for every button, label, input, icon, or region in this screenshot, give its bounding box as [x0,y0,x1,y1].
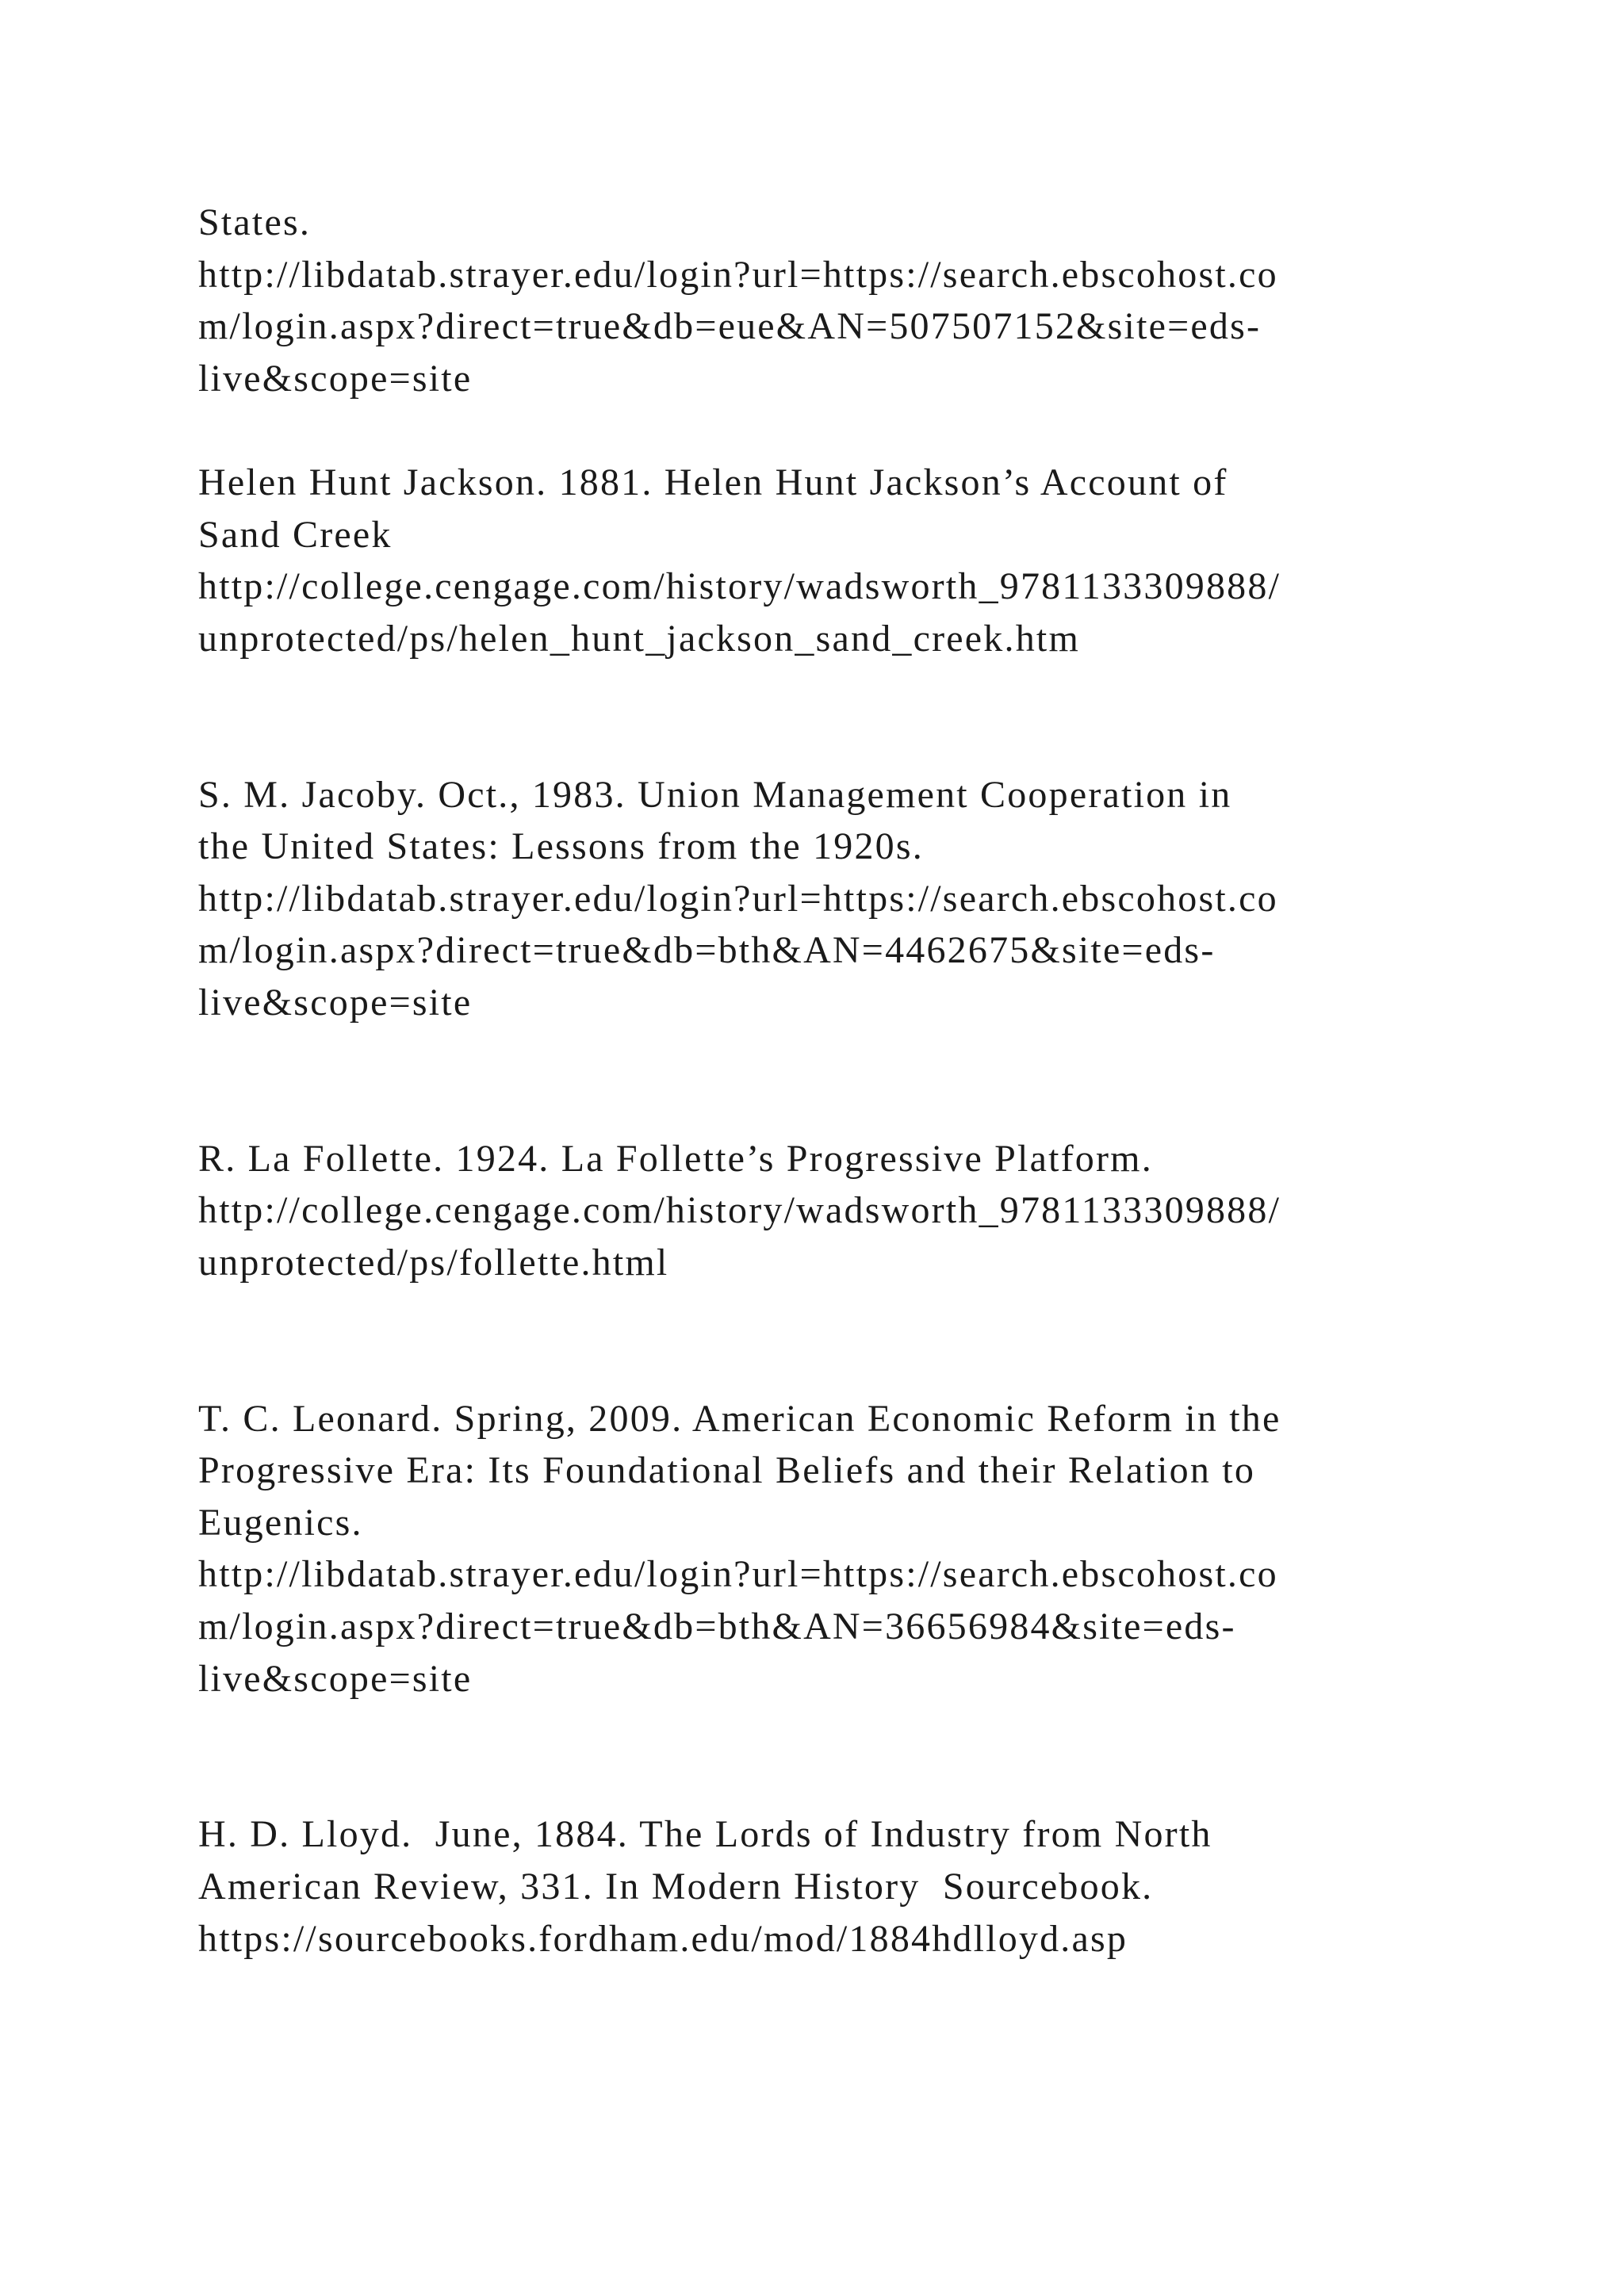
reference-text-line: the United States: Lessons from the 1920s. [198,825,924,868]
reference-url-line: m/login.aspx?direct=true&db=bth&AN=4462675&site=eds- [198,929,1216,972]
reference-url-line: http://libdatab.strayer.edu/login?url=https://search.ebscohost.co [198,253,1278,296]
reference-url-line: http://libdatab.strayer.edu/login?url=https://search.ebscohost.co [198,1553,1278,1596]
reference-entry-continuation [198,197,1435,404]
reference-text-line: R. La Follette. 1924. La Follette’s Progressive Platform. [198,1137,1153,1180]
reference-list [198,197,1435,1965]
reference-url-line: http://college.cengage.com/history/wadsworth_9781133309888/ [198,1189,1281,1232]
reference-url-line: unprotected/ps/helen_hunt_jackson_sand_creek.htm [198,617,1080,660]
reference-url-line: https://sourcebooks.fordham.edu/mod/1884hdlloyd.asp [198,1917,1128,1960]
reference-url-line: live&scope=site [198,981,473,1024]
reference-entry-lloyd [198,1808,1435,1965]
reference-text-line: Sand Creek [198,513,393,556]
reference-entry-jacoby [198,769,1435,1029]
reference-text-line: Progressive Era: Its Foundational Beliefs and their Relation to [198,1449,1256,1492]
reference-entry-leonard [198,1393,1435,1705]
reference-url-line: live&scope=site [198,1657,473,1700]
reference-text-line: Helen Hunt Jackson. 1881. Helen Hunt Jackson’s Account of [198,461,1228,503]
reference-text-line: Eugenics. [198,1501,363,1544]
reference-text-line: American Review, 331. In Modern History Sourcebook. [198,1866,1154,1908]
reference-url-line: live&scope=site [198,357,473,400]
reference-text-line: T. C. Leonard. Spring, 2009. American Economic Reform in the [198,1397,1281,1440]
reference-entry-la-follette [198,1133,1435,1289]
reference-url-line: unprotected/ps/follette.html [198,1241,669,1284]
reference-text-line: States. [198,201,312,243]
reference-url-line: m/login.aspx?direct=true&db=eue&AN=507507152&site=eds- [198,305,1262,348]
reference-entry-jackson [198,457,1435,664]
reference-url-line: http://college.cengage.com/history/wadsworth_9781133309888/ [198,565,1281,608]
reference-text-line: H. D. Lloyd. June, 1884. The Lords of Industry from North [198,1813,1212,1856]
reference-url-line: m/login.aspx?direct=true&db=bth&AN=36656984&site=eds- [198,1605,1236,1648]
reference-url-line: http://libdatab.strayer.edu/login?url=https://search.ebscohost.co [198,877,1278,920]
reference-text-line: S. M. Jacoby. Oct., 1983. Union Management Cooperation in [198,773,1232,816]
